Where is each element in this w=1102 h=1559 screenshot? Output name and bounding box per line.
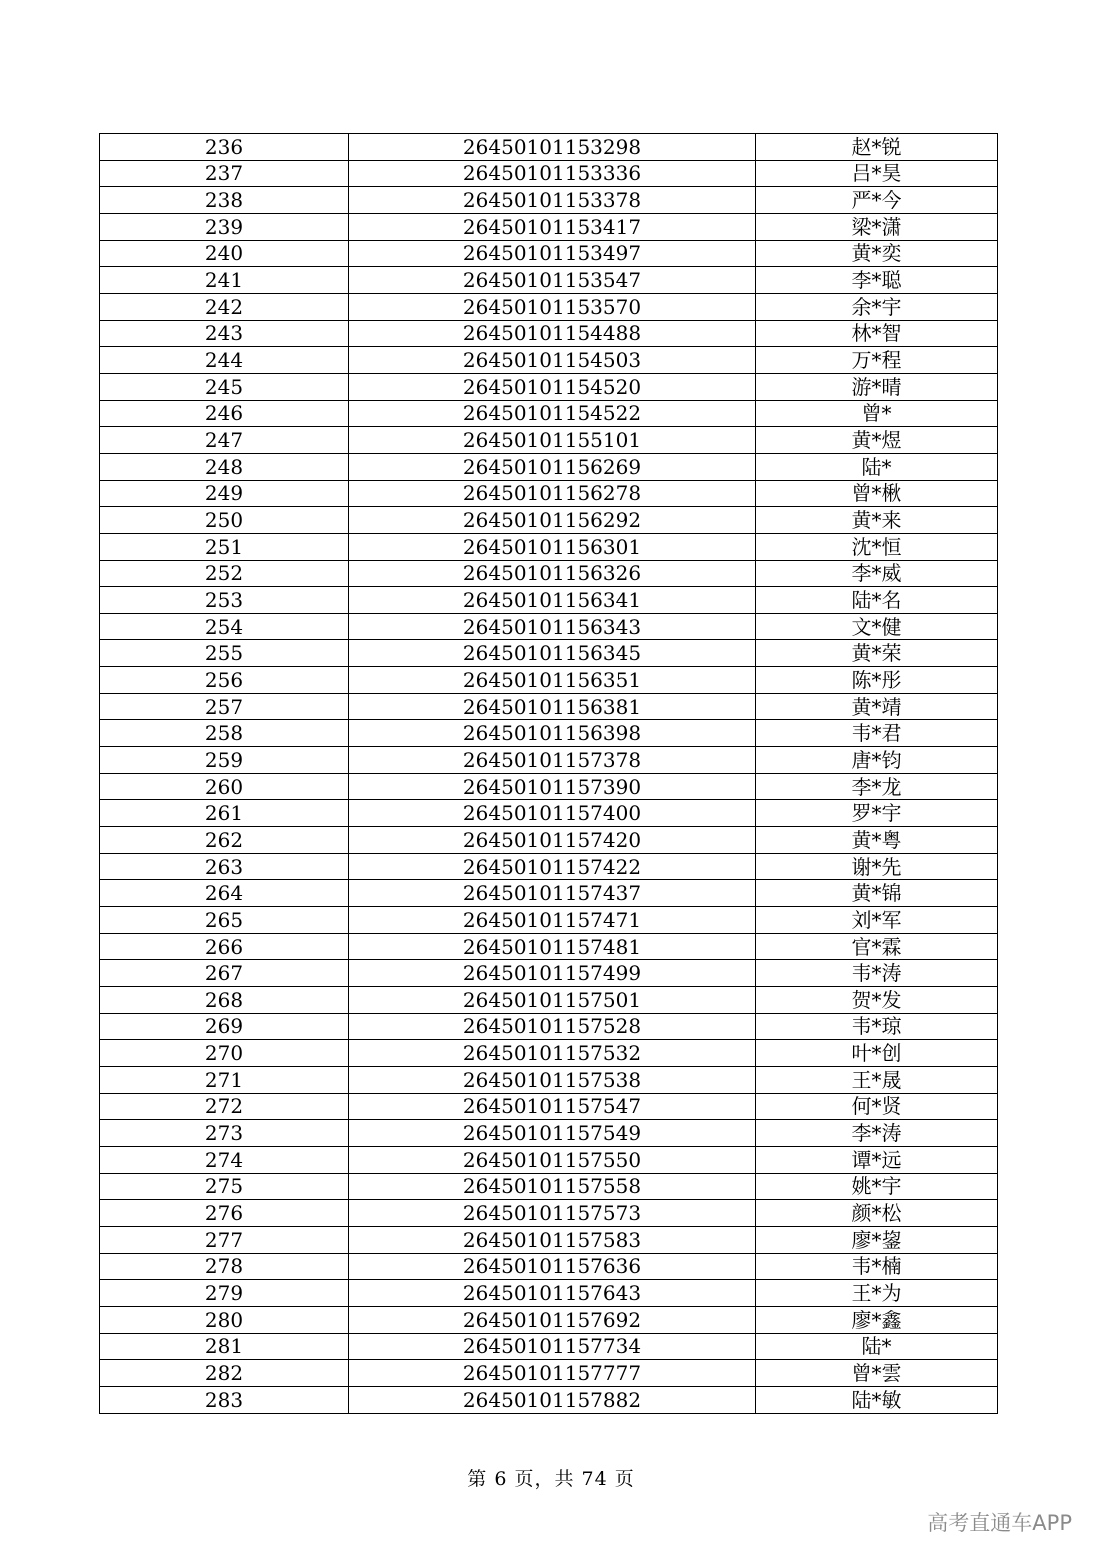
- serial-number-cell: 267: [100, 960, 349, 987]
- serial-number-cell: 272: [100, 1093, 349, 1120]
- exam-number-cell: 26450101154520: [349, 373, 756, 400]
- table-row: [100, 1146, 998, 1173]
- table-row: [100, 373, 998, 400]
- serial-number-cell: 236: [100, 134, 349, 161]
- student-name-cell: 曾*雲: [756, 1360, 998, 1387]
- student-name-cell: 何*贤: [756, 1093, 998, 1120]
- table-row: [100, 1066, 998, 1093]
- exam-number-cell: 26450101157481: [349, 933, 756, 960]
- table-row: [100, 587, 998, 614]
- student-name-cell: 黄*奕: [756, 240, 998, 267]
- student-name-cell: 唐*钧: [756, 747, 998, 774]
- student-name-cell: 黄*荣: [756, 640, 998, 667]
- student-name-cell: 贺*发: [756, 987, 998, 1014]
- student-name-cell: 韦*楠: [756, 1253, 998, 1280]
- table-row: [100, 1306, 998, 1333]
- exam-number-cell: 26450101157692: [349, 1306, 756, 1333]
- table-row: [100, 160, 998, 187]
- table-row: [100, 427, 998, 454]
- student-name-cell: 韦*琼: [756, 1013, 998, 1040]
- exam-number-cell: 26450101156292: [349, 507, 756, 534]
- serial-number-cell: 270: [100, 1040, 349, 1067]
- exam-number-cell: 26450101156278: [349, 480, 756, 507]
- exam-number-cell: 26450101157550: [349, 1146, 756, 1173]
- table-row: [100, 1040, 998, 1067]
- table-row: [100, 1173, 998, 1200]
- serial-number-cell: 259: [100, 747, 349, 774]
- exam-number-cell: 26450101157643: [349, 1280, 756, 1307]
- serial-number-cell: 276: [100, 1200, 349, 1227]
- table-row: [100, 933, 998, 960]
- serial-number-cell: 280: [100, 1306, 349, 1333]
- serial-number-cell: 246: [100, 400, 349, 427]
- table-row: [100, 720, 998, 747]
- serial-number-cell: 245: [100, 373, 349, 400]
- exam-number-cell: 26450101156345: [349, 640, 756, 667]
- student-name-cell: 韦*涛: [756, 960, 998, 987]
- serial-number-cell: 242: [100, 293, 349, 320]
- table-row: [100, 693, 998, 720]
- serial-number-cell: 273: [100, 1120, 349, 1147]
- student-name-cell: 林*智: [756, 320, 998, 347]
- serial-number-cell: 268: [100, 987, 349, 1014]
- student-name-cell: 官*霖: [756, 933, 998, 960]
- exam-number-cell: 26450101157583: [349, 1226, 756, 1253]
- exam-number-cell: 26450101157777: [349, 1360, 756, 1387]
- student-name-cell: 严*今: [756, 187, 998, 214]
- table-row: [100, 507, 998, 534]
- exam-number-cell: 26450101157400: [349, 800, 756, 827]
- serial-number-cell: 274: [100, 1146, 349, 1173]
- exam-number-cell: 26450101157471: [349, 907, 756, 934]
- student-name-cell: 文*健: [756, 613, 998, 640]
- exam-number-cell: 26450101153298: [349, 134, 756, 161]
- serial-number-cell: 249: [100, 480, 349, 507]
- serial-number-cell: 257: [100, 693, 349, 720]
- serial-number-cell: 250: [100, 507, 349, 534]
- table-row: [100, 347, 998, 374]
- serial-number-cell: 275: [100, 1173, 349, 1200]
- table-row: [100, 907, 998, 934]
- exam-number-cell: 26450101157420: [349, 827, 756, 854]
- student-name-cell: 叶*创: [756, 1040, 998, 1067]
- student-name-cell: 曾*楸: [756, 480, 998, 507]
- table-row: [100, 640, 998, 667]
- student-name-cell: 韦*君: [756, 720, 998, 747]
- exam-number-cell: 26450101156269: [349, 453, 756, 480]
- page-footer: 第 6 页，共 74 页: [467, 1468, 635, 1490]
- table-row: [100, 267, 998, 294]
- table-row: [100, 800, 998, 827]
- serial-number-cell: 277: [100, 1226, 349, 1253]
- serial-number-cell: 244: [100, 347, 349, 374]
- student-name-cell: 廖*鑫: [756, 1306, 998, 1333]
- table-row: [100, 667, 998, 694]
- table-row: [100, 880, 998, 907]
- student-name-cell: 李*聪: [756, 267, 998, 294]
- exam-number-cell: 26450101154503: [349, 347, 756, 374]
- exam-number-cell: 26450101157734: [349, 1333, 756, 1360]
- student-name-cell: 王*为: [756, 1280, 998, 1307]
- student-name-cell: 余*宇: [756, 293, 998, 320]
- exam-number-cell: 26450101157390: [349, 773, 756, 800]
- student-name-cell: 吕*昊: [756, 160, 998, 187]
- table-row: [100, 853, 998, 880]
- exam-number-cell: 26450101153378: [349, 187, 756, 214]
- student-name-cell: 赵*锐: [756, 134, 998, 161]
- serial-number-cell: 237: [100, 160, 349, 187]
- exam-number-cell: 26450101157437: [349, 880, 756, 907]
- serial-number-cell: 265: [100, 907, 349, 934]
- student-name-cell: 梁*潇: [756, 213, 998, 240]
- exam-number-cell: 26450101157499: [349, 960, 756, 987]
- exam-number-cell: 26450101157528: [349, 1013, 756, 1040]
- exam-number-cell: 26450101153570: [349, 293, 756, 320]
- exam-number-cell: 26450101156381: [349, 693, 756, 720]
- serial-number-cell: 251: [100, 533, 349, 560]
- exam-number-cell: 26450101156351: [349, 667, 756, 694]
- serial-number-cell: 282: [100, 1360, 349, 1387]
- table-row: [100, 1120, 998, 1147]
- student-name-cell: 黄*锦: [756, 880, 998, 907]
- exam-number-cell: 26450101156301: [349, 533, 756, 560]
- watermark-text: 高考直通车APP: [927, 1511, 1072, 1535]
- serial-number-cell: 247: [100, 427, 349, 454]
- student-name-cell: 李*威: [756, 560, 998, 587]
- exam-number-cell: 26450101153497: [349, 240, 756, 267]
- exam-number-cell: 26450101154488: [349, 320, 756, 347]
- exam-number-cell: 26450101157422: [349, 853, 756, 880]
- student-name-cell: 王*晟: [756, 1066, 998, 1093]
- table-row: [100, 453, 998, 480]
- table-row: [100, 1333, 998, 1360]
- student-name-cell: 刘*军: [756, 907, 998, 934]
- student-name-cell: 李*龙: [756, 773, 998, 800]
- serial-number-cell: 252: [100, 560, 349, 587]
- student-name-cell: 谭*远: [756, 1146, 998, 1173]
- serial-number-cell: 254: [100, 613, 349, 640]
- serial-number-cell: 239: [100, 213, 349, 240]
- student-name-cell: 罗*宇: [756, 800, 998, 827]
- table-row: [100, 987, 998, 1014]
- roster-table: [99, 133, 998, 1414]
- roster-body: [100, 134, 998, 1414]
- student-name-cell: 游*晴: [756, 373, 998, 400]
- exam-number-cell: 26450101157573: [349, 1200, 756, 1227]
- exam-number-cell: 26450101153417: [349, 213, 756, 240]
- table-row: [100, 1253, 998, 1280]
- exam-number-cell: 26450101157636: [349, 1253, 756, 1280]
- exam-number-cell: 26450101157547: [349, 1093, 756, 1120]
- serial-number-cell: 263: [100, 853, 349, 880]
- student-name-cell: 黄*煜: [756, 427, 998, 454]
- table-row: [100, 213, 998, 240]
- table-row: [100, 560, 998, 587]
- serial-number-cell: 279: [100, 1280, 349, 1307]
- table-row: [100, 1360, 998, 1387]
- table-row: [100, 187, 998, 214]
- exam-number-cell: 26450101157501: [349, 987, 756, 1014]
- serial-number-cell: 241: [100, 267, 349, 294]
- student-name-cell: 陆*: [756, 1333, 998, 1360]
- exam-number-cell: 26450101157378: [349, 747, 756, 774]
- student-name-cell: 陆*敏: [756, 1386, 998, 1413]
- student-name-cell: 陆*名: [756, 587, 998, 614]
- table-row: [100, 1013, 998, 1040]
- serial-number-cell: 255: [100, 640, 349, 667]
- exam-number-cell: 26450101156341: [349, 587, 756, 614]
- student-name-cell: 黄*靖: [756, 693, 998, 720]
- serial-number-cell: 262: [100, 827, 349, 854]
- table-row: [100, 533, 998, 560]
- exam-number-cell: 26450101157549: [349, 1120, 756, 1147]
- serial-number-cell: 258: [100, 720, 349, 747]
- student-name-cell: 姚*宇: [756, 1173, 998, 1200]
- serial-number-cell: 238: [100, 187, 349, 214]
- serial-number-cell: 261: [100, 800, 349, 827]
- table-row: [100, 400, 998, 427]
- serial-number-cell: 266: [100, 933, 349, 960]
- serial-number-cell: 248: [100, 453, 349, 480]
- student-name-cell: 黄*来: [756, 507, 998, 534]
- table-row: [100, 320, 998, 347]
- exam-number-cell: 26450101155101: [349, 427, 756, 454]
- serial-number-cell: 240: [100, 240, 349, 267]
- student-name-cell: 陆*: [756, 453, 998, 480]
- student-name-cell: 李*涛: [756, 1120, 998, 1147]
- table-row: [100, 480, 998, 507]
- serial-number-cell: 264: [100, 880, 349, 907]
- exam-number-cell: 26450101157558: [349, 1173, 756, 1200]
- serial-number-cell: 271: [100, 1066, 349, 1093]
- serial-number-cell: 253: [100, 587, 349, 614]
- table-row: [100, 1386, 998, 1413]
- table-row: [100, 613, 998, 640]
- student-name-cell: 廖*鋆: [756, 1226, 998, 1253]
- student-name-cell: 谢*先: [756, 853, 998, 880]
- table-row: [100, 773, 998, 800]
- table-row: [100, 1093, 998, 1120]
- exam-number-cell: 26450101153547: [349, 267, 756, 294]
- serial-number-cell: 281: [100, 1333, 349, 1360]
- exam-number-cell: 26450101157538: [349, 1066, 756, 1093]
- student-name-cell: 陈*彤: [756, 667, 998, 694]
- exam-number-cell: 26450101157882: [349, 1386, 756, 1413]
- table-row: [100, 1280, 998, 1307]
- exam-number-cell: 26450101156326: [349, 560, 756, 587]
- student-name-cell: 万*程: [756, 347, 998, 374]
- table-row: [100, 293, 998, 320]
- exam-number-cell: 26450101154522: [349, 400, 756, 427]
- serial-number-cell: 243: [100, 320, 349, 347]
- serial-number-cell: 269: [100, 1013, 349, 1040]
- table-row: [100, 134, 998, 161]
- exam-number-cell: 26450101153336: [349, 160, 756, 187]
- serial-number-cell: 260: [100, 773, 349, 800]
- table-row: [100, 960, 998, 987]
- student-name-cell: 曾*: [756, 400, 998, 427]
- student-name-cell: 沈*恒: [756, 533, 998, 560]
- student-name-cell: 颜*松: [756, 1200, 998, 1227]
- exam-number-cell: 26450101156398: [349, 720, 756, 747]
- table-row: [100, 240, 998, 267]
- table-row: [100, 747, 998, 774]
- table-row: [100, 827, 998, 854]
- table-row: [100, 1200, 998, 1227]
- table-row: [100, 1226, 998, 1253]
- exam-number-cell: 26450101157532: [349, 1040, 756, 1067]
- serial-number-cell: 283: [100, 1386, 349, 1413]
- serial-number-cell: 278: [100, 1253, 349, 1280]
- exam-number-cell: 26450101156343: [349, 613, 756, 640]
- serial-number-cell: 256: [100, 667, 349, 694]
- student-name-cell: 黄*粤: [756, 827, 998, 854]
